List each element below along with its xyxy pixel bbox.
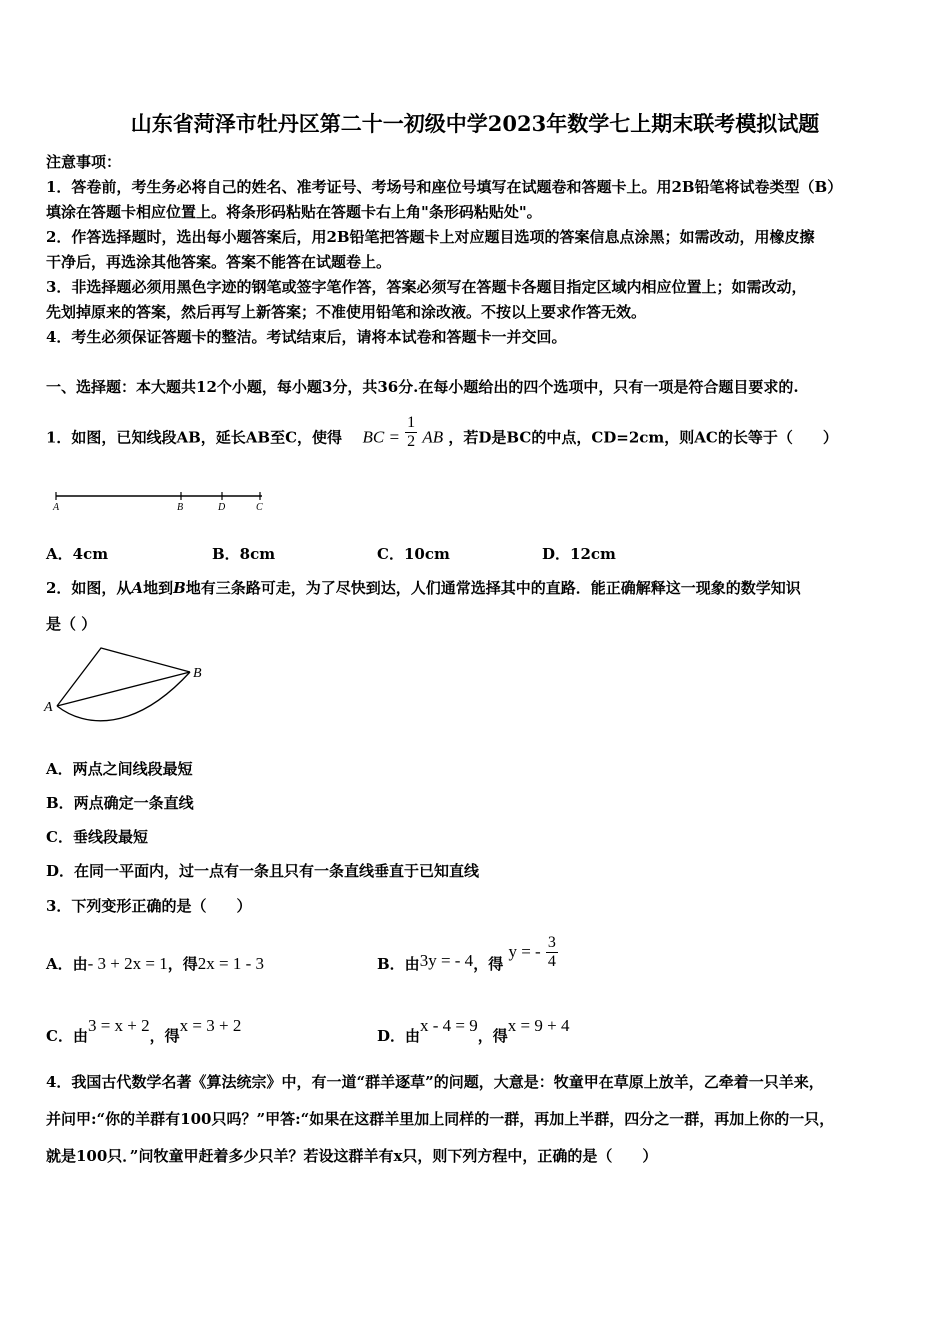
- q3-a-eq1: - 3 + 2x = 1: [87, 954, 168, 973]
- question-4-line-3: 就是100只．”问牧童甲赶着多少只羊？若设这群羊有x只，则下列方程中，正确的是（ ）: [46, 1147, 658, 1165]
- q1-eq-lhs: BC =: [362, 427, 400, 447]
- q2-paths-figure: [40, 640, 220, 740]
- q1-eq-rhs: AB: [422, 427, 444, 447]
- q1-label-d: D: [218, 502, 226, 513]
- q1-prefix: 1．如图，已知线段AB，延长AB至C，使得: [46, 428, 343, 447]
- q2-point-a: A: [131, 579, 144, 597]
- q3-d-eq2: x = 9 + 4: [507, 1016, 570, 1035]
- q1-segment-figure: [50, 488, 270, 514]
- q2-option-d: D．在同一平面内，过一点有一条且只有一条直线垂直于已知直线: [46, 862, 480, 880]
- q2-point-b: B: [173, 579, 186, 597]
- question-1-stem: [46, 414, 838, 451]
- q1-option-d: D．12cm: [542, 545, 616, 563]
- q1-fraction: [405, 414, 417, 451]
- notice-line-7: 4．考生必须保证答题卡的整洁。考试结束后，请将本试卷和答题卡一并交回。: [46, 328, 567, 346]
- q3-b-fraction: [546, 934, 558, 971]
- q3-a-eq2: 2x = 1 - 3: [197, 954, 264, 973]
- q3-b-mid: ，得: [473, 955, 504, 973]
- q1-frac-num: 1: [407, 414, 416, 431]
- q2-text-c: 地有三条路可走，为了尽快到达，人们通常选择其中的直路．能正确解释这一现象的数学知识: [185, 579, 801, 597]
- q3-b-eq1: 3y = - 4: [419, 951, 474, 970]
- q3-c-eq2: x = 3 + 2: [179, 1016, 242, 1035]
- notice-line-5: 3．非选择题必须用黑色字迹的钢笔或签字笔作答，答案必须写在答题卡各题目指定区域内相应位置上；如需改动，: [46, 278, 807, 296]
- notice-heading: 注意事项：: [46, 153, 122, 171]
- q1-label-b: B: [177, 502, 184, 513]
- notice-line-1: 1．答卷前，考生务必将自己的姓名、准考证号、考场号和座位号填写在试题卷和答题卡上。用2B铅笔将试卷类型（B）: [46, 178, 843, 196]
- q3-b-frac-num: 3: [547, 933, 556, 951]
- q3-b-label: B．由: [377, 955, 420, 973]
- q2-text-b: 地到: [143, 579, 174, 597]
- question-3-stem: 3．下列变形正确的是（ ）: [46, 897, 252, 915]
- q1-label-a: A: [53, 502, 60, 513]
- q3-option-b: [377, 933, 558, 974]
- q2-option-a: A．两点之间线段最短: [46, 760, 193, 778]
- notice-line-4: 干净后，再选涂其他答案。答案不能答在试题卷上。: [46, 253, 392, 271]
- q2-straight-path: [57, 672, 190, 706]
- q3-d-label: D．由: [377, 1027, 421, 1045]
- question-2-stem-line-2: 是（ ）: [46, 615, 97, 633]
- q2-option-c: C．垂线段最短: [46, 828, 148, 846]
- q3-d-mid: ，得: [477, 1027, 508, 1045]
- q3-c-mid: ，得: [149, 1027, 180, 1045]
- notice-line-2: 填涂在答题卡相应位置上。将条形码粘贴在答题卡右上角"条形码粘贴处"。: [46, 203, 542, 221]
- question-2-stem-line-1: [46, 578, 801, 598]
- q1-option-b: B．8cm: [212, 545, 276, 563]
- q3-a-label: A．由: [46, 955, 88, 973]
- notice-line-3: 2．作答选择题时，选出每小题答案后，用2B铅笔把答题卡上对应题目选项的答案信息点涂黑；如需改动，用橡皮擦: [46, 228, 815, 246]
- page-title: 山东省菏泽市牡丹区第二十一初级中学2023年数学七上期末联考模拟试题: [130, 111, 820, 136]
- q3-c-eq1: 3 = x + 2: [87, 1016, 150, 1035]
- q3-c-label: C．由: [46, 1027, 88, 1045]
- q1-option-c: C．10cm: [377, 545, 450, 563]
- q2-option-b: B．两点确定一条直线: [46, 794, 194, 812]
- q3-option-a: [46, 954, 264, 974]
- notice-line-6: 先划掉原来的答案，然后再写上新答案；不准使用铅笔和涂改液。不按以上要求作答无效。: [46, 303, 647, 321]
- question-4-line-1: 4．我国古代数学名著《算法统宗》中，有一道“群羊逐草”的问题，大意是：牧童甲在草原上放羊，乙牵着一只羊来，: [46, 1073, 824, 1091]
- question-4-line-2: 并问甲:“你的羊群有100只吗？”甲答:“如果在这群羊里加上同样的一群，再加上半群，四分之一群，再加上你的一只，: [46, 1110, 835, 1128]
- q2-fig-label-b: B: [193, 666, 202, 681]
- q3-b-frac-den: 4: [547, 952, 556, 970]
- q3-a-mid: ，得: [167, 955, 198, 973]
- q3-d-eq1: x - 4 = 9: [420, 1016, 478, 1035]
- q3-option-c: [46, 1016, 242, 1046]
- q2-text-a: 2．如图，从: [46, 579, 132, 597]
- q3-b-eq2-lhs: y = -: [508, 942, 541, 961]
- q1-suffix: ，若D是BC的中点，CD=2cm，则AC的长等于（ ）: [448, 428, 838, 447]
- section-heading: 一、选择题：本大题共12个小题，每小题3分，共36分.在每小题给出的四个选项中，只有一项是符合题目要求的.: [46, 378, 799, 396]
- q1-label-c: C: [256, 502, 263, 513]
- q1-frac-den: 2: [407, 433, 416, 450]
- q1-option-a: A．4cm: [46, 545, 109, 563]
- q3-option-d: [377, 1016, 570, 1046]
- q2-fig-label-a: A: [44, 700, 53, 715]
